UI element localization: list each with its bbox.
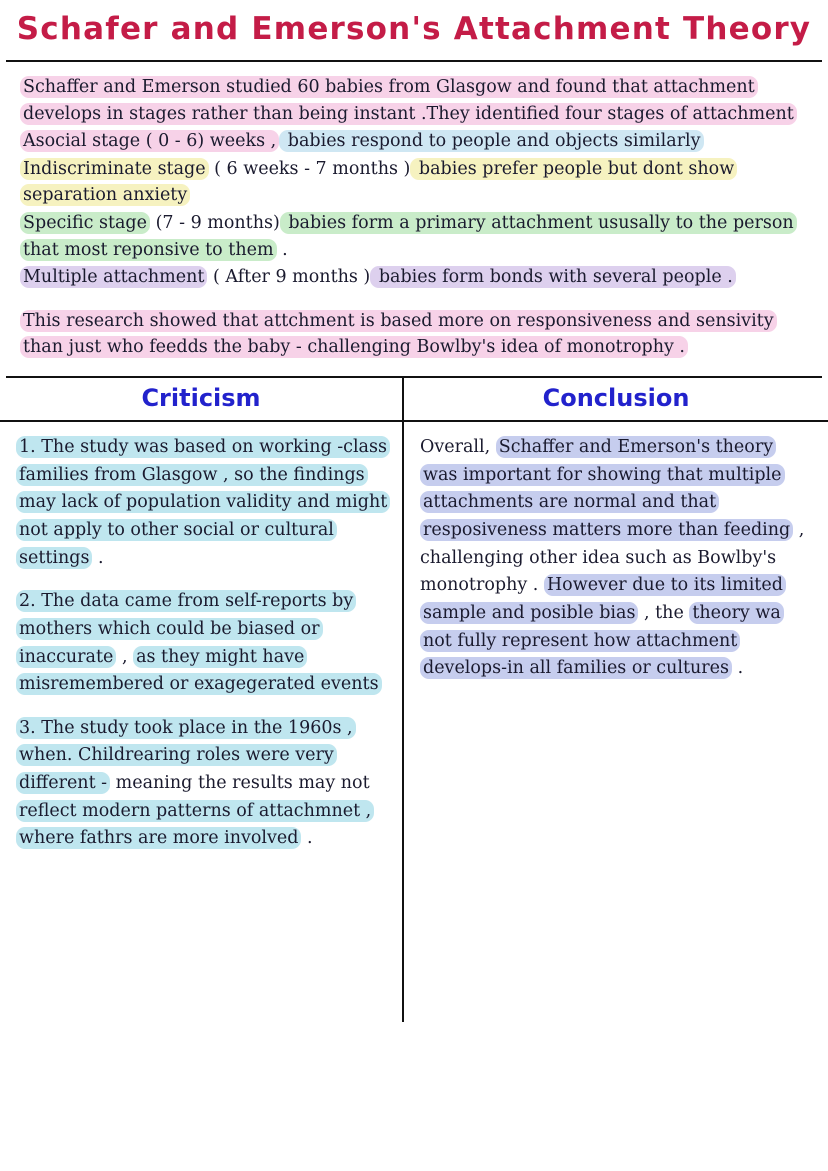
- highlight-green: Specific stage: [20, 212, 150, 234]
- highlight-periwinkle: However due to its limited sample and posible bias: [420, 574, 786, 624]
- criticism-3: [16, 715, 388, 853]
- highlight-purple: babies form bonds with several people .: [370, 266, 736, 288]
- highlight-cyan: 2. The data came from self-reports by mothers which could be biased or inaccurate: [16, 590, 356, 667]
- highlight-green: babies form a primary attachment ususally to the person that most reponsive to them: [20, 212, 797, 261]
- text-run: .: [276, 239, 288, 260]
- table-header-criticism: Criticism: [141, 384, 261, 413]
- highlight-purple: Multiple attachment: [20, 266, 207, 288]
- conclusion-1: [420, 434, 812, 683]
- notes-section: [0, 62, 828, 370]
- criticism-2: [16, 588, 388, 699]
- text-run: .: [301, 828, 313, 849]
- table-cell-criticism: [0, 422, 402, 1022]
- highlight-cyan: 3. The study took place in the 1960s , when. Childrearing roles were very different -: [16, 717, 356, 794]
- highlight-pink: This research showed that attchment is based more on responsiveness and sensivity than just who feedds the baby - challenging Bowlby's idea of monotrophy .: [20, 310, 777, 359]
- highlight-periwinkle: theory wa not fully represent how attachment develops-in all families or cultures: [420, 602, 784, 679]
- criticism-conclusion-table: [0, 376, 828, 1022]
- text-run: .: [92, 547, 104, 568]
- criticism-1: [16, 434, 388, 572]
- text-run: ,: [116, 646, 134, 667]
- text-run: meaning the results may not: [110, 773, 370, 794]
- highlight-blue: babies respond to people and objects similarly: [279, 130, 703, 152]
- highlight-periwinkle: Schaffer and Emerson's theory was important for showing that multiple attachments are normal and that resposiveness matters more than feeding: [420, 436, 793, 541]
- summary-paragraph: [20, 308, 814, 361]
- table-cell-conclusion: [402, 422, 826, 1022]
- highlight-yellow: Indiscriminate stage: [20, 158, 209, 180]
- text-run: Overall,: [420, 437, 496, 458]
- note-5: [20, 264, 814, 291]
- table-header-row: [0, 378, 828, 422]
- paragraph-spacer: [20, 292, 814, 308]
- highlight-cyan: reflect modern patterns of attachmnet , where fathrs are more involved: [16, 800, 374, 850]
- table-body: [0, 422, 828, 1022]
- highlight-cyan: 1. The study was based on working -class families from Glasgow , so the findings may lack of population validity and might not apply to other social or cultural settings: [16, 436, 390, 569]
- notes-list: [20, 74, 814, 291]
- highlight-yellow: babies prefer people but dont show separation anxiety: [20, 158, 737, 207]
- note-1: [20, 74, 814, 127]
- text-run: .: [732, 658, 744, 679]
- text-run: , the: [638, 602, 690, 623]
- text-run: (7 - 9 months): [150, 213, 280, 234]
- highlight-pink: Asocial stage ( 0 - 6) weeks ,: [20, 130, 279, 152]
- text-run: ( 6 weeks - 7 months ): [208, 158, 411, 179]
- note-2: [20, 128, 814, 155]
- text-run: ( After 9 months ): [207, 267, 371, 288]
- page-title: Schafer and Emerson's Attachment Theory: [16, 11, 812, 47]
- note-3: [20, 156, 814, 209]
- text-run: , challenging other idea such as Bowlby's monotrophy .: [420, 519, 805, 596]
- highlight-cyan: as they might have misremembered or exagegerated events: [16, 646, 382, 696]
- note-4: [20, 210, 814, 263]
- highlight-pink: Schaffer and Emerson studied 60 babies from Glasgow and found that attachment develops in stages rather than being instant .They identified four stages of attachment: [20, 76, 797, 125]
- table-header-conclusion: Conclusion: [402, 378, 828, 420]
